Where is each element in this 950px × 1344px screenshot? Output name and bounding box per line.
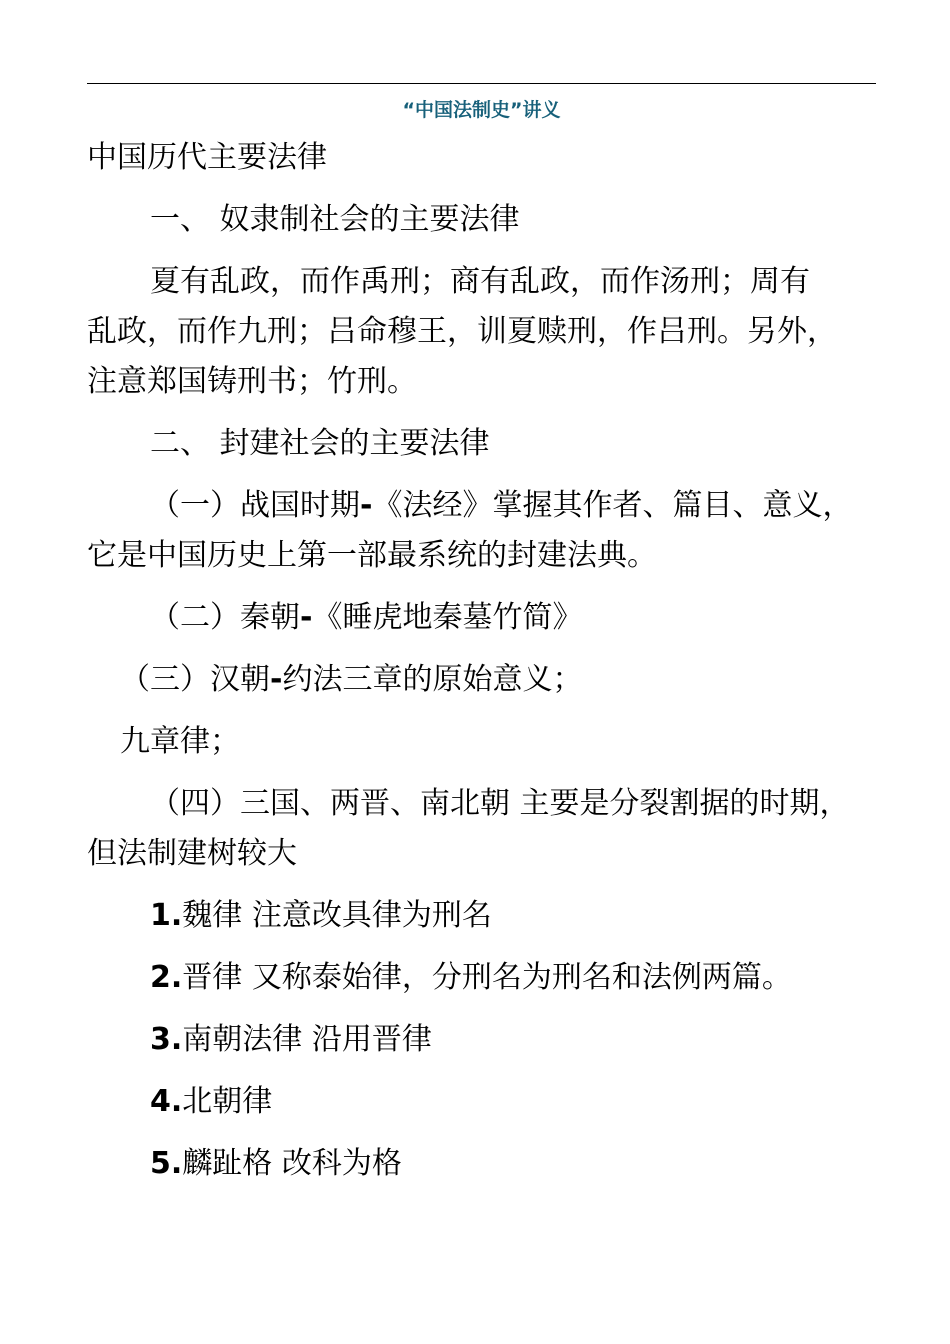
subitem-2-number: 2. xyxy=(150,960,183,995)
subitem-1 xyxy=(150,896,492,936)
item2-line xyxy=(150,598,582,638)
item3-marker: （三）汉朝 xyxy=(120,662,270,697)
item1-dash: - xyxy=(360,488,373,523)
subitem-4-number: 4. xyxy=(150,1084,183,1119)
item2-marker: （二）秦朝 xyxy=(150,600,300,635)
subitem-3-number: 3. xyxy=(150,1022,183,1057)
subitem-4 xyxy=(150,1082,272,1122)
subitem-5-number: 5. xyxy=(150,1146,183,1181)
item2-dash: - xyxy=(300,600,313,635)
subitem-5-text: 麟趾格 改科为格 xyxy=(182,1146,402,1181)
item2-text: 《睡虎地秦墓竹简》 xyxy=(312,600,583,635)
subitem-2-text: 晋律 又称泰始律，分刑名为刑名和法例两篇。 xyxy=(182,960,792,995)
item3-dash: - xyxy=(270,662,283,697)
section1-line-1: 夏有乱政，而作禹刑；商有乱政，而作汤刑；周有 xyxy=(150,264,810,299)
item4-line: （四）三国、两晋、南北朝 主要是分裂割据的时期， xyxy=(150,786,850,821)
header-title: “中国法制史”讲义 xyxy=(402,99,561,121)
section1-heading: 一、 奴隶制社会的主要法律 xyxy=(150,202,520,237)
subitem-1-number: 1. xyxy=(150,898,183,933)
item4-continuation: 但法制建树较大 xyxy=(87,836,297,871)
item1-text: 《法经》掌握其作者、篇目、意义， xyxy=(372,488,853,523)
item3-text: 约法三章的原始意义； xyxy=(282,662,583,697)
subitem-3 xyxy=(150,1020,432,1060)
subitem-2 xyxy=(150,958,792,998)
header-rule xyxy=(87,83,876,84)
item3-line xyxy=(120,660,582,700)
subitem-3-text: 南朝法律 沿用晋律 xyxy=(182,1022,432,1057)
section1-line-3: 注意郑国铸刑书；竹刑。 xyxy=(87,364,417,399)
item1-marker: （一）战国时期 xyxy=(150,488,360,523)
subitem-4-text: 北朝律 xyxy=(182,1084,273,1119)
item1-continuation: 它是中国历史上第一部最系统的封建法典。 xyxy=(87,538,657,573)
section1-line-2: 乱政，而作九刑；吕命穆王，训夏赎刑，作吕刑。另外， xyxy=(87,314,837,349)
document-title: 中国历代主要法律 xyxy=(87,140,327,175)
item3-continuation: 九章律； xyxy=(120,724,240,759)
item1-line xyxy=(150,486,852,526)
section2-heading: 二、 封建社会的主要法律 xyxy=(150,426,490,461)
subitem-5 xyxy=(150,1144,402,1184)
subitem-1-text: 魏律 注意改具律为刑名 xyxy=(182,898,492,933)
